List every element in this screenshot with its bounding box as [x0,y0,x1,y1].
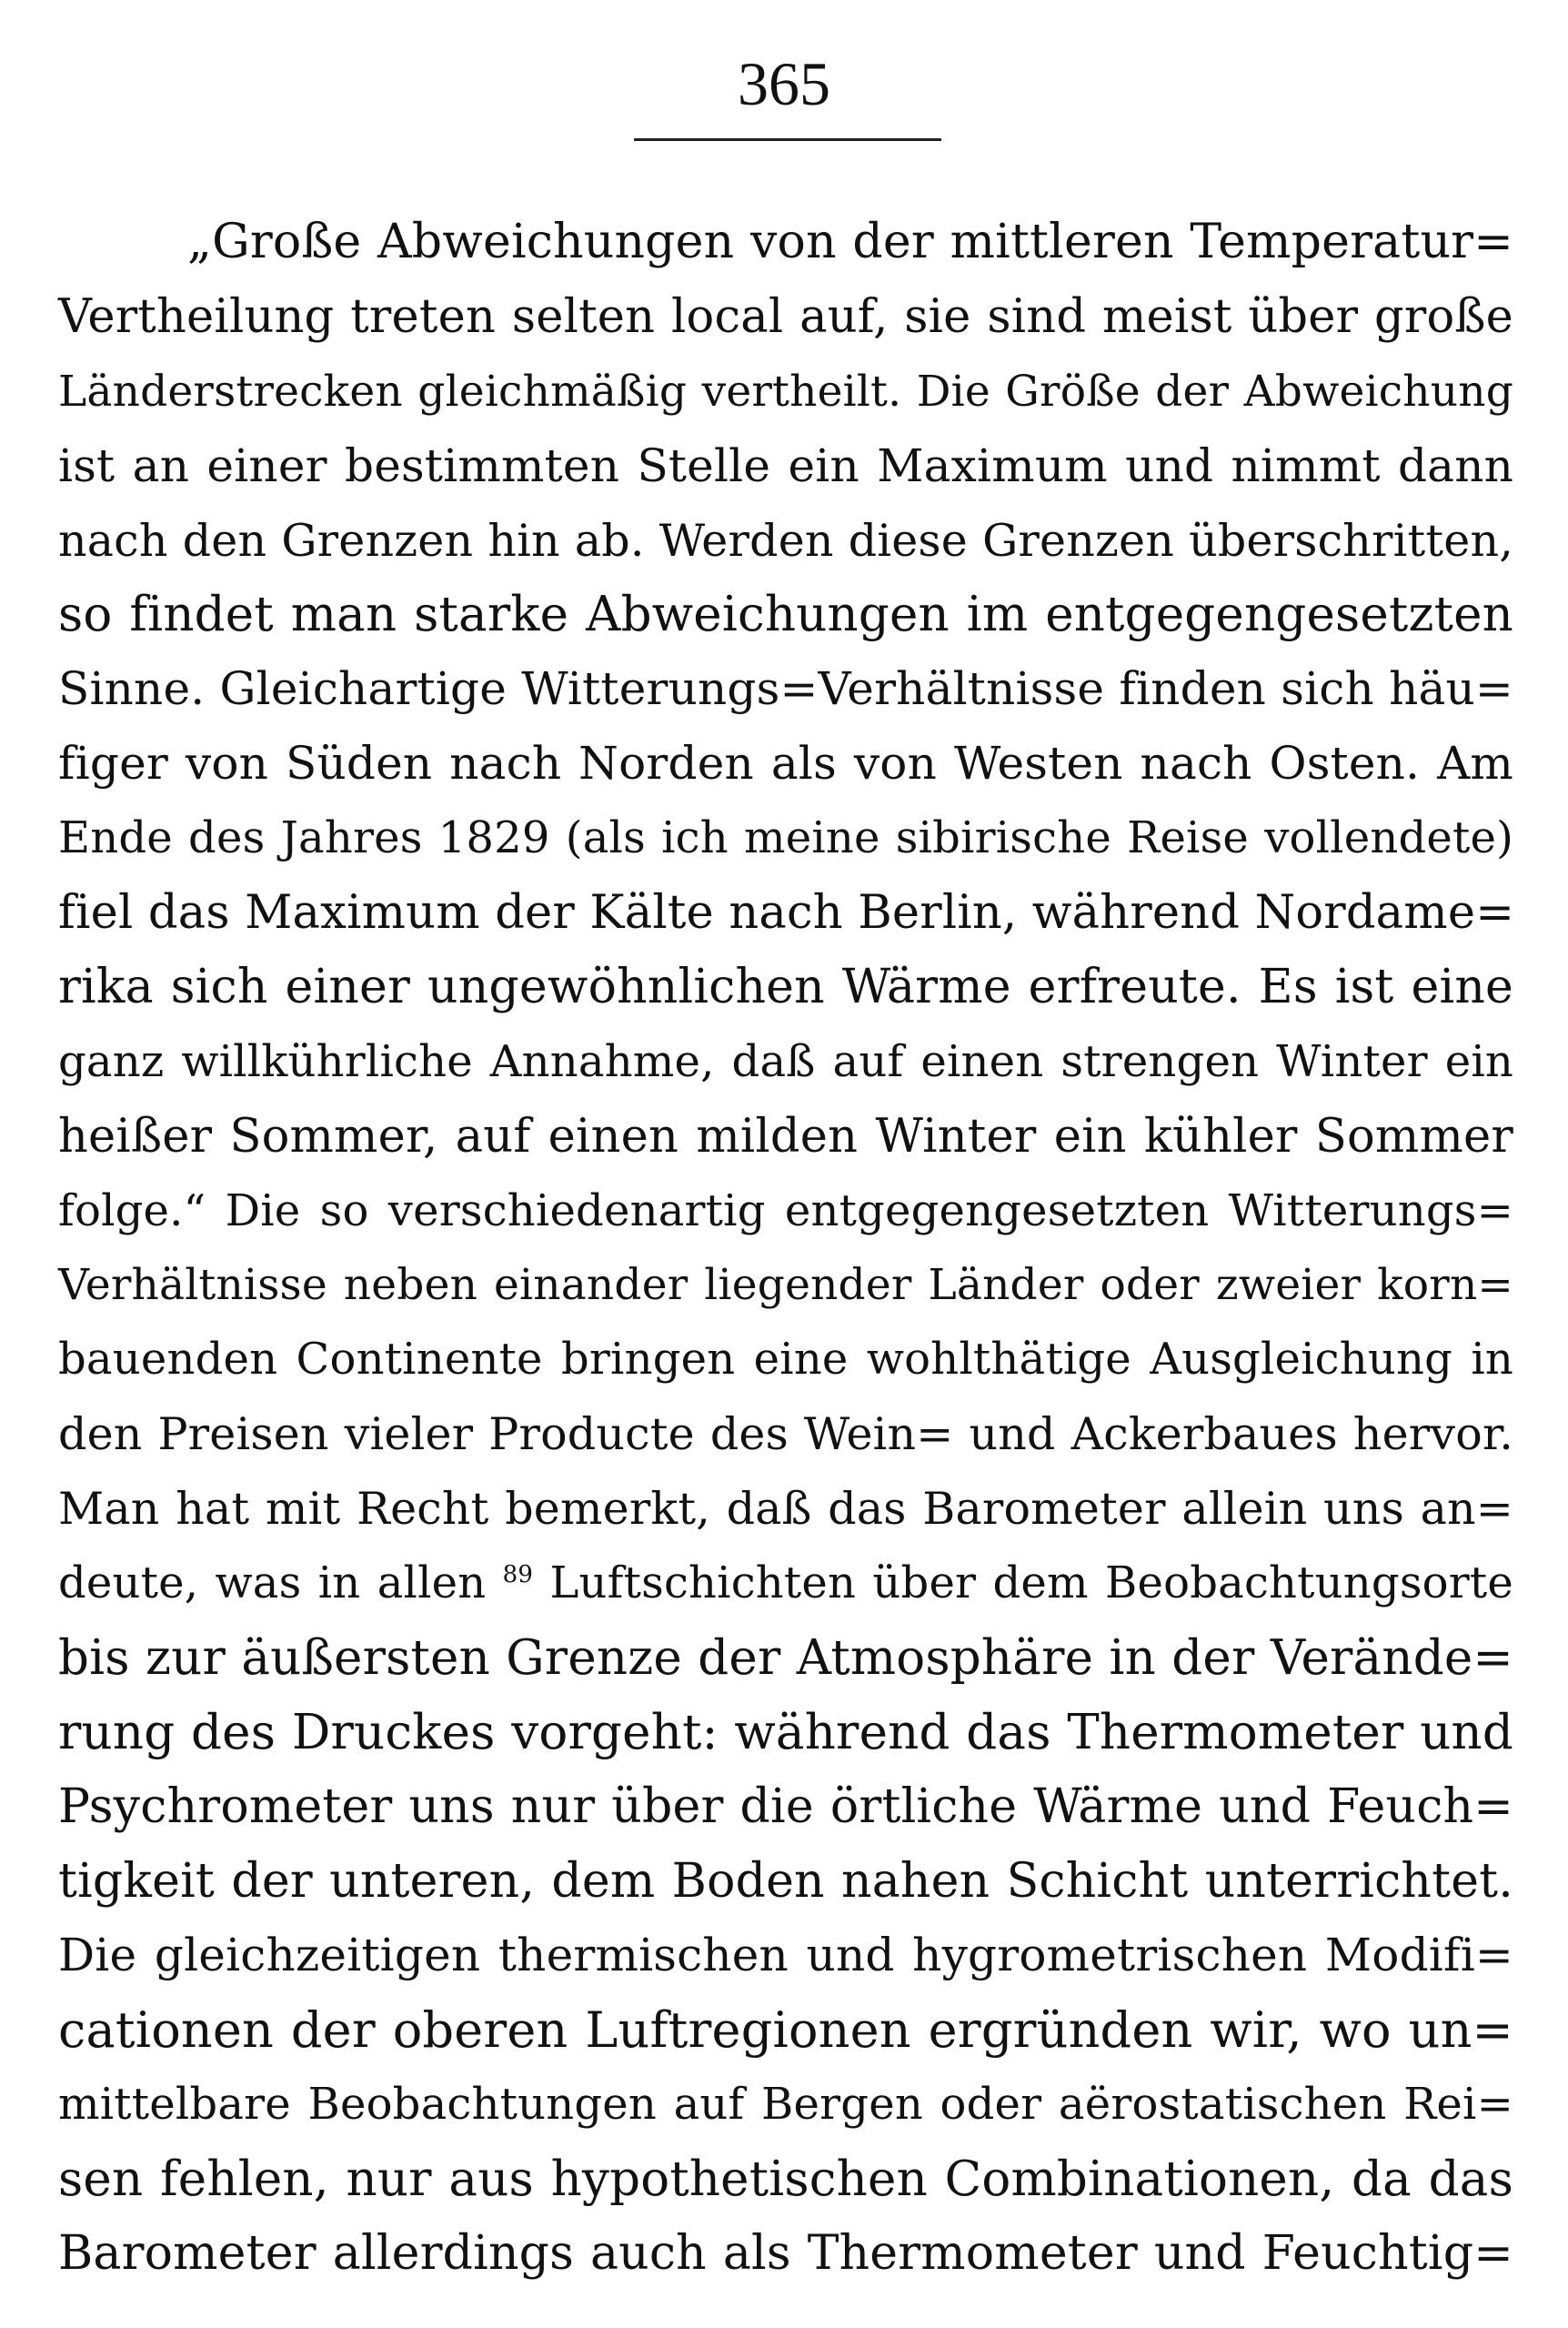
text-line: Die gleichzeitigen thermischen und hygrometrischen Modifi= [58,1929,1513,1982]
text-line: Man hat mit Recht bemerkt, daß das Barometer allein uns an= [58,1483,1513,1536]
text-line: tigkeit der unteren, dem Boden nahen Schicht unterrichtet. [58,1853,1513,1909]
text-line: rika sich einer ungewöhnlichen Wärme erfreute. Es ist eine [58,959,1513,1014]
header-rule [634,138,941,141]
text-line: Psychrometer uns nur über die örtliche Wärme und Feuch= [58,1779,1513,1834]
footnote-marker: 89 [502,1561,534,1589]
text-line: Sinne. Gleichartige Witterungs=Verhältnisse finden sich häu= [58,662,1513,716]
text-line: bauenden Continente bringen eine wohlthätige Ausgleichung in [58,1334,1513,1386]
text-line: Ende des Jahres 1829 (als ich meine sibirische Reise vollendete) [58,812,1513,864]
text-line: figer von Süden nach Norden als von Westen nach Osten. Am [58,737,1513,791]
text-line: ganz willkührliche Annahme, daß auf einen strengen Winter ein [58,1035,1513,1087]
text-line: fiel das Maximum der Kälte nach Berlin, während Nordame= [58,886,1515,941]
text-line: so findet man starke Abweichungen im entgegengesetzten [58,587,1513,643]
text-line: cationen der oberen Luftregionen ergründen wir, wo un= [58,2001,1513,2060]
text-line: den Preisen vieler Producte des Wein= und Ackerbaues hervor. [58,1408,1513,1461]
text-line: folge.“ Die so verschiedenartig entgegengesetzten Witterungs= [58,1184,1513,1236]
text-segment: Luftschichten über dem Beobachtungsorte [549,1557,1513,1609]
text-line: „Große Abweichungen von der mittleren Temperatur= [187,215,1513,269]
text-line: ist an einer bestimmten Stelle ein Maximum und nimmt dann [58,438,1513,492]
text-line: Verhältnisse neben einander liegender Länder oder zweier korn= [58,1260,1513,1311]
text-line: Vertheilung treten selten local auf, sie sind meist über große [58,289,1513,344]
text-line: rung des Druckes vorgeht: während das Thermometer und [58,1704,1513,1760]
text-line: sen fehlen, nur aus hypothetischen Combinationen, da das [58,2152,1513,2208]
text-line: bis zur äußersten Grenze der Atmosphäre in der Verände= [58,1629,1513,1686]
page-number: 365 [738,49,830,118]
text-line: mittelbare Beobachtungen auf Bergen oder aërostatischen Rei= [58,2079,1513,2131]
text-line: Länderstrecken gleichmäßig vertheilt. Die Größe der Abweichung [58,366,1513,417]
text-segment: deute, was in allen [58,1557,487,1609]
text-line-with-footnote [58,1547,1513,1621]
text-line: Barometer allerdings auch als Thermometer und Feuchtig= [58,2226,1513,2282]
body-text [58,206,1513,2292]
text-line: nach den Grenzen hin ab. Werden diese Grenzen überschritten, [58,514,1513,567]
text-line: heißer Sommer, auf einen milden Winter ein kühler Sommer [58,1109,1513,1164]
